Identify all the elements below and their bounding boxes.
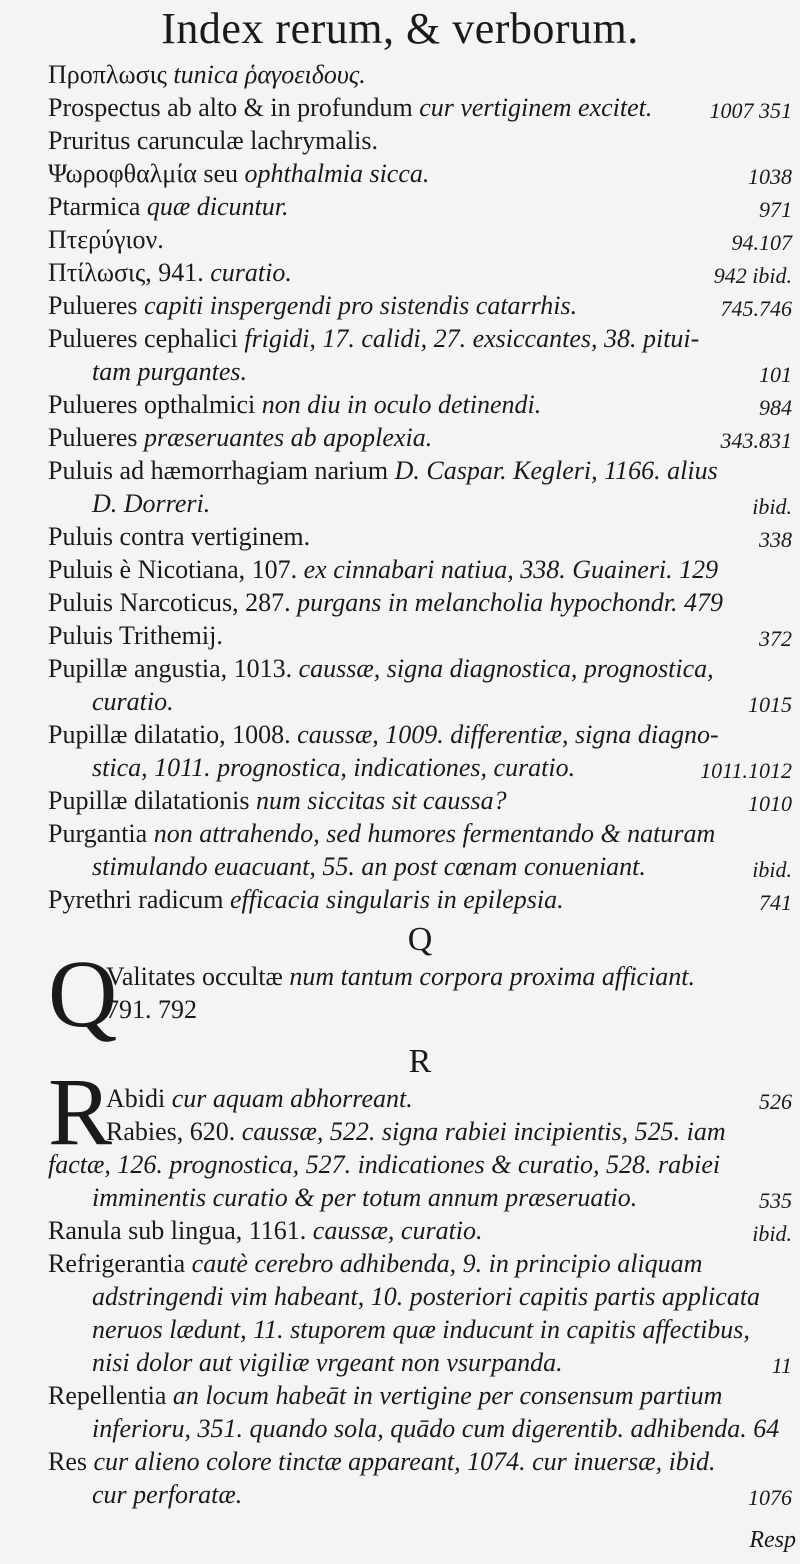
index-entry <box>48 58 792 91</box>
entry-term: Pupillæ dilatatio, 1008. <box>48 720 298 749</box>
page-reference: 372 <box>759 626 792 651</box>
entry-gloss: nisi dolor aut vigiliæ vrgeant non vsurpanda. <box>92 1348 563 1377</box>
index-entry <box>48 718 792 751</box>
page-reference: 11 <box>771 1353 792 1378</box>
index-entry <box>48 993 792 1026</box>
index-entry <box>48 355 792 388</box>
index-entry <box>48 421 792 454</box>
index-entries <box>48 58 792 1511</box>
index-entry <box>48 454 792 487</box>
entry-gloss: stimulando euacuant, 55. an post cœnam conueniant. <box>92 852 646 881</box>
entry-gloss: cur alieno colore tinctæ appareant, 1074. cur inuersæ, ibid. <box>93 1447 716 1476</box>
entry-gloss: ophthalmia sicca. <box>244 159 430 188</box>
index-entry <box>48 1379 792 1412</box>
entry-gloss: adstringendi vim habeant, 10. posteriori capitis partis applicata <box>92 1282 761 1311</box>
index-entry <box>48 487 792 520</box>
section-r-block <box>48 1058 792 1511</box>
page-header: Index rerum, & verborum. <box>161 4 639 53</box>
entry-gloss: num tantum corpora proxima afficiant. <box>289 962 696 991</box>
entry-gloss: curatio. <box>210 258 292 287</box>
entry-gloss: quæ dicuntur. <box>146 192 289 221</box>
entry-gloss: factæ, 126. prognostica, 527. indicationes & curatio, 528. rabiei <box>48 1150 721 1179</box>
entry-gloss: cur aquam abhorreant. <box>171 1084 413 1113</box>
page-reference: 94.107 <box>731 230 792 255</box>
index-entry <box>48 124 792 157</box>
index-entry <box>48 685 792 718</box>
index-entry <box>48 850 792 883</box>
entry-gloss: imminentis curatio & per totum annum præseruatio. <box>92 1183 638 1212</box>
entry-gloss: D. Dorreri. <box>92 489 211 518</box>
entry-gloss: cur vertiginem excitet. <box>419 93 653 122</box>
index-entry <box>48 1280 792 1313</box>
entry-gloss: purgans in melancholia hypochondr. 479 <box>297 588 723 617</box>
entry-term: Puluis Narcoticus, 287. <box>48 588 298 617</box>
index-entry <box>48 388 792 421</box>
entry-term: Pulueres cephalici <box>48 324 245 353</box>
index-entry <box>48 1313 792 1346</box>
entry-term: Pruritus carunculæ lachrymalis. <box>48 126 378 155</box>
entry-gloss: efficacia singularis in epilepsia. <box>229 885 564 914</box>
entry-term: Abidi <box>106 1084 172 1113</box>
entry-term: Pulueres <box>48 291 145 320</box>
entry-term: Pupillæ dilatationis <box>48 786 257 815</box>
entry-term: Valitates occultæ <box>106 962 290 991</box>
drop-cap-q: Q <box>48 940 118 1047</box>
index-entry <box>48 960 792 993</box>
entry-term: Ranula sub lingua, 1161. <box>48 1216 313 1245</box>
index-entry <box>48 157 792 190</box>
entry-term: Ψωροφθαλμία seu <box>48 159 245 188</box>
entry-gloss: neruos lædunt, 11. stuporem quæ inducunt in capitis affectibus, <box>92 1315 750 1344</box>
entry-gloss: cautè cerebro adhibenda, 9. in principio aliquam <box>191 1249 703 1278</box>
index-entry <box>48 1214 792 1247</box>
entry-gloss: stica, 1011. prognostica, indicationes, curatio. <box>92 753 576 782</box>
entry-gloss: ex cinnabari natiua, 338. Guaineri. 129 <box>303 555 719 584</box>
catchword: Resp <box>749 1527 796 1553</box>
page-reference: 1007 351 <box>709 98 792 123</box>
page-reference: 984 <box>759 395 792 420</box>
index-entry <box>48 322 792 355</box>
entry-gloss: D. Caspar. Kegleri, 1166. alius <box>394 456 718 485</box>
index-entry <box>48 619 792 652</box>
entry-term: Puluis è Nicotiana, 107. <box>48 555 304 584</box>
drop-cap-r: R <box>48 1058 113 1165</box>
index-entry <box>48 784 792 817</box>
index-entry <box>48 1412 792 1445</box>
entry-gloss: caussæ, curatio. <box>312 1216 483 1245</box>
page-reference: 101 <box>759 362 792 387</box>
page-reference: 1076 <box>748 1485 792 1510</box>
entry-term: Pyrethri radicum <box>48 885 230 914</box>
index-entry <box>48 586 792 619</box>
index-entry <box>48 1346 792 1379</box>
index-entry <box>48 190 792 223</box>
index-entry <box>48 289 792 322</box>
index-entry <box>48 751 792 784</box>
page-reference: ibid. <box>752 1221 792 1246</box>
index-entry <box>48 520 792 553</box>
entry-term: Prospectus ab alto & in profundum <box>48 93 420 122</box>
page-reference: 942 ibid. <box>713 263 792 288</box>
entry-term: Rabies, 620. <box>106 1117 242 1146</box>
page-reference: 343.831 <box>720 428 792 453</box>
entry-term: Pupillæ angustia, 1013. <box>48 654 299 683</box>
page-reference: 1015 <box>748 692 792 717</box>
entry-term: Repellentia <box>48 1381 173 1410</box>
entry-gloss: an locum habeāt in vertigine per consensum partium <box>172 1381 723 1410</box>
page-reference: 1011.1012 <box>700 758 792 783</box>
entry-gloss: tam purgantes. <box>92 357 248 386</box>
page-reference: ibid. <box>752 857 792 882</box>
entry-gloss: præseruantes ab apoplexia. <box>144 423 433 452</box>
entry-gloss: tunica ῥαγοειδους. <box>173 60 366 89</box>
entry-term: Puluis ad hæmorrhagiam narium <box>48 456 395 485</box>
entry-term: Refrigerantia <box>48 1249 192 1278</box>
index-entry <box>48 1478 792 1511</box>
page-reference: 1038 <box>748 164 792 189</box>
entry-gloss: non attrahendo, sed humores fermentando & naturam <box>153 819 716 848</box>
index-entry <box>48 1082 792 1115</box>
entry-gloss: caussæ, 1009. differentiæ, signa diagno- <box>297 720 719 749</box>
section-letter-q: Q <box>407 921 433 958</box>
entry-gloss: capiti inspergendi pro sistendis catarrhis. <box>144 291 578 320</box>
entry-gloss: curatio. <box>92 687 174 716</box>
entry-term: Puluis contra vertiginem. <box>48 522 311 551</box>
section-q-block <box>48 940 792 1047</box>
entry-term: Res <box>48 1447 94 1476</box>
entry-gloss: num siccitas sit caussa? <box>256 786 507 815</box>
index-entry <box>48 256 792 289</box>
entry-gloss: caussæ, signa diagnostica, prognostica, <box>298 654 714 683</box>
page-reference: 526 <box>759 1089 792 1114</box>
index-entry <box>48 817 792 850</box>
index-entry <box>48 1115 792 1148</box>
entry-gloss: cur perforatæ. <box>92 1480 243 1509</box>
entry-term: Puluis Trithemij. <box>48 621 223 650</box>
index-entry <box>48 652 792 685</box>
entry-gloss: caussæ, 522. signa rabiei incipientis, 525. iam <box>241 1117 726 1146</box>
entry-term: Pulueres <box>48 423 145 452</box>
page-reference: 535 <box>759 1188 792 1213</box>
page-reference: 971 <box>759 197 792 222</box>
entry-term: Προπλωσις <box>48 60 174 89</box>
entry-gloss: non diu in oculo detinendi. <box>261 390 542 419</box>
entry-gloss: frigidi, 17. calidi, 27. exsiccantes, 38. pitui- <box>244 324 700 353</box>
page-reference: 338 <box>759 527 792 552</box>
page-reference: 741 <box>759 890 792 915</box>
index-entry <box>48 883 792 916</box>
index-entry <box>48 1148 792 1181</box>
entry-term: Πτερύγιον. <box>48 225 164 254</box>
section-letter-r: R <box>408 1043 432 1080</box>
index-entry <box>48 1445 792 1478</box>
entry-term: Purgantia <box>48 819 154 848</box>
index-entry <box>48 223 792 256</box>
page-reference: ibid. <box>752 494 792 519</box>
index-entry <box>48 1247 792 1280</box>
page-reference: 1010 <box>748 791 792 816</box>
entry-gloss: inferioru, 351. quando sola, quādo cum digerentib. adhibenda. 64 <box>92 1414 780 1443</box>
index-entry <box>48 91 792 124</box>
entry-term: 791. 792 <box>106 995 197 1024</box>
entry-term: Pulueres opthalmici <box>48 390 262 419</box>
index-entry <box>48 553 792 586</box>
page-reference: 745.746 <box>720 296 792 321</box>
index-entry <box>48 1181 792 1214</box>
entry-term: Πτίλωσις, 941. <box>48 258 211 287</box>
entry-term: Ptarmica <box>48 192 147 221</box>
